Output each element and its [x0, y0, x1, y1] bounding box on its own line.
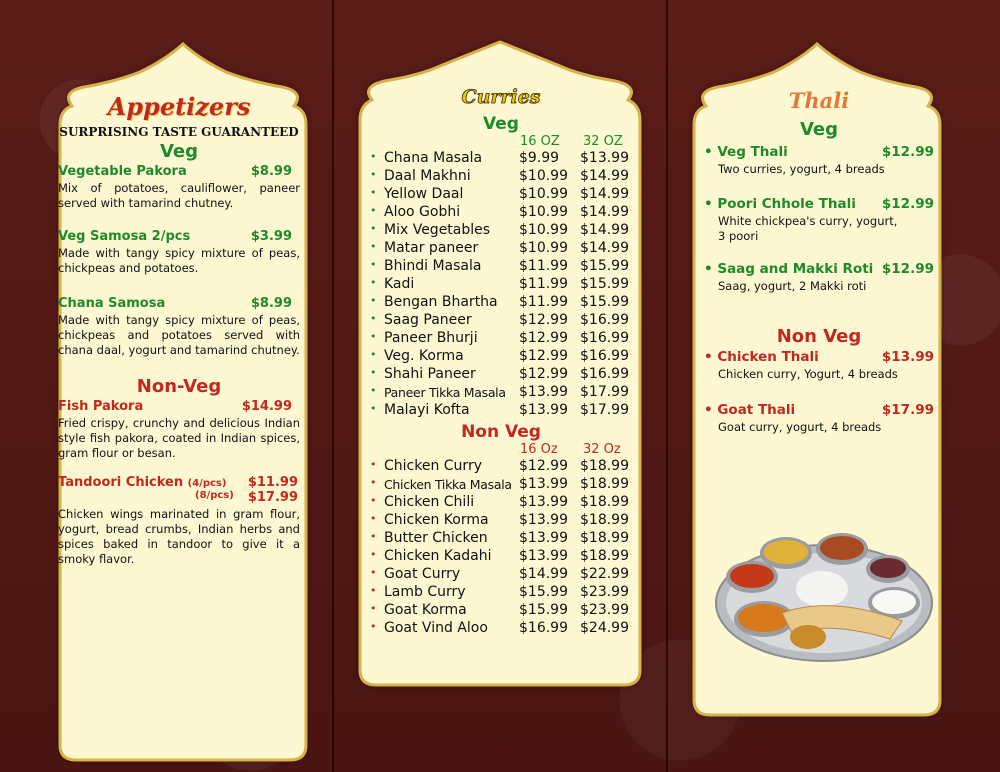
- curry-row: [370, 330, 632, 348]
- curry-name: Paneer Bhurji: [384, 330, 478, 346]
- menu-item: • Saag and Makki Roti $12.99 Saag, yogurt, 2 Makki roti: [704, 261, 934, 293]
- curry-bullet: •: [370, 240, 377, 253]
- curry-row: [370, 602, 632, 620]
- price-16oz: $11.99: [519, 294, 568, 310]
- curry-row: [370, 312, 632, 330]
- size-32oz: 32 Oz: [583, 442, 621, 457]
- appetizers-title: Appetizers: [107, 92, 251, 121]
- price-32oz: $15.99: [580, 276, 629, 292]
- item-name: Saag and Makki Roti: [717, 261, 874, 277]
- price-32oz: $16.99: [580, 330, 629, 346]
- size-header: [370, 442, 632, 458]
- price-16oz: $15.99: [519, 584, 568, 600]
- curry-bullet: •: [370, 366, 377, 379]
- curry-name: Chicken Curry: [384, 458, 482, 474]
- price-16oz: $14.99: [519, 566, 568, 582]
- price-32oz: $15.99: [580, 294, 629, 310]
- nonveg-heading: Non Veg: [461, 422, 541, 442]
- curry-bullet: •: [370, 384, 377, 397]
- curry-bullet: •: [370, 548, 377, 561]
- curry-bullet: •: [370, 168, 377, 181]
- curry-row: [370, 476, 632, 494]
- curry-row: [370, 348, 632, 366]
- item-name: Tandoori Chicken: [58, 475, 184, 490]
- curry-name: Goat Korma: [384, 602, 467, 618]
- veg-curry-list: [370, 150, 632, 420]
- curry-name: Chicken Chili: [384, 494, 475, 510]
- item-name: Poori Chhole Thali: [717, 196, 856, 212]
- size-16oz: 16 Oz: [520, 442, 558, 457]
- price-16oz: $11.99: [519, 276, 568, 292]
- price-16oz: $12.99: [519, 312, 568, 328]
- curry-row: [370, 548, 632, 566]
- price-16oz: $16.99: [519, 620, 568, 636]
- curry-bullet: •: [370, 348, 377, 361]
- curry-name: Chicken Kadahi: [384, 548, 492, 564]
- menu-item: [58, 164, 300, 211]
- curry-row: [370, 584, 632, 602]
- size-32oz: 32 OZ: [583, 134, 623, 149]
- item-qty: (4/pcs): [187, 478, 227, 489]
- price-32oz: $18.99: [580, 530, 629, 546]
- item-name: Vegetable Pakora: [58, 164, 187, 179]
- item-name: Veg Samosa 2/pcs: [58, 229, 191, 244]
- size-header: [370, 134, 632, 150]
- price-32oz: $18.99: [580, 494, 629, 510]
- menu-item: • Chicken Thali $13.99 Chicken curry, Yogurt, 4 breads: [704, 349, 934, 381]
- curry-bullet: •: [370, 330, 377, 343]
- curry-name: Bhindi Masala: [384, 258, 482, 274]
- item-description: Fried crispy, crunchy and delicious Indian style fish pakora, coated in Indian spices, gram flour or besan.: [58, 416, 300, 460]
- curry-name: Goat Curry: [384, 566, 461, 582]
- veg-heading: Veg: [799, 119, 839, 140]
- curry-row: [370, 222, 632, 240]
- veg-heading: Veg: [483, 114, 519, 134]
- price-16oz: $10.99: [519, 204, 568, 220]
- price-32oz: $14.99: [580, 204, 629, 220]
- item-description: Mix of potatoes, cauliflower, paneer served with tamarind chutney.: [58, 181, 300, 210]
- price-16oz: $9.99: [519, 150, 560, 166]
- curry-row: [370, 566, 632, 584]
- price-32oz: $14.99: [580, 168, 629, 184]
- price-32oz: $23.99: [580, 602, 629, 618]
- price-32oz: $17.99: [580, 384, 629, 400]
- item-price: $12.99: [881, 144, 934, 160]
- item-price: $17.99: [881, 402, 934, 418]
- price-16oz: $13.99: [519, 530, 568, 546]
- tagline: SURPRISING TASTE GUARANTEED: [59, 125, 299, 139]
- menu-item: [58, 229, 300, 276]
- item-description: Saag, yogurt, 2 Makki roti: [718, 279, 867, 293]
- curry-row: [370, 168, 632, 186]
- curry-name: Chana Masala: [384, 150, 483, 166]
- item-name: Fish Pakora: [58, 399, 144, 414]
- curry-bullet: •: [370, 476, 377, 489]
- curry-name: Malayi Kofta: [384, 402, 470, 418]
- item-price: $12.99: [881, 261, 934, 277]
- curry-row: [370, 186, 632, 204]
- curry-bullet: •: [370, 276, 377, 289]
- curry-bullet: •: [370, 512, 377, 525]
- curry-name: Saag Paneer: [384, 312, 472, 328]
- curry-row: [370, 276, 632, 294]
- curry-name: Chicken Korma: [384, 512, 489, 528]
- curry-bullet: •: [370, 402, 377, 415]
- item-price: $12.99: [881, 196, 934, 212]
- curry-bullet: •: [370, 186, 377, 199]
- curry-name: Mix Vegetables: [384, 222, 491, 238]
- thali-title: Thali: [788, 88, 850, 113]
- curry-bullet: •: [370, 566, 377, 579]
- nonveg-heading: Non-Veg: [136, 376, 222, 397]
- curry-bullet: •: [370, 602, 377, 615]
- price-32oz: $16.99: [580, 312, 629, 328]
- price-32oz: $16.99: [580, 348, 629, 364]
- price-32oz: $13.99: [580, 150, 629, 166]
- item-name: Veg Thali: [717, 144, 788, 160]
- curry-bullet: •: [370, 204, 377, 217]
- price-32oz: $14.99: [580, 222, 629, 238]
- item-price: $8.99: [250, 296, 292, 311]
- item-name: Goat Thali: [717, 402, 796, 418]
- curry-bullet: •: [370, 530, 377, 543]
- appetizers-panel: [58, 92, 300, 567]
- price-32oz: $22.99: [580, 566, 629, 582]
- curry-row: [370, 530, 632, 548]
- price-16oz: $12.99: [519, 348, 568, 364]
- curry-name: Butter Chicken: [384, 530, 488, 546]
- curry-bullet: •: [370, 222, 377, 235]
- item-description: Chicken curry, Yogurt, 4 breads: [718, 367, 898, 381]
- price-16oz: $13.99: [519, 548, 568, 564]
- curry-row: [370, 240, 632, 258]
- thali-plate-image: [712, 525, 936, 665]
- veg-heading: Veg: [159, 141, 199, 162]
- item-name: Chicken Thali: [717, 349, 819, 365]
- item-description: Made with tangy spicy mixture of peas, chickpeas and potatoes.: [58, 246, 300, 275]
- curry-name: Aloo Gobhi: [384, 204, 461, 220]
- price-32oz: $23.99: [580, 584, 629, 600]
- thali-panel: [704, 88, 934, 435]
- curry-row: [370, 384, 632, 402]
- price-32oz: $16.99: [580, 366, 629, 382]
- curry-bullet: •: [370, 150, 377, 163]
- menu-item: • Goat Thali $17.99 Goat curry, yogurt, 4 breads: [704, 402, 934, 434]
- item-description: Chicken wings marinated in gram flour, yogurt, bread crumbs, Indian herbs and spices baked in tandoor to give it a smoky flavor.: [58, 507, 300, 566]
- curry-row: [370, 150, 632, 168]
- item-description: White chickpea's curry, yogurt, 3 poori: [718, 214, 898, 243]
- price-16oz: $12.99: [519, 458, 568, 474]
- item-description: Goat curry, yogurt, 4 breads: [718, 420, 882, 434]
- price-16oz: $12.99: [519, 366, 568, 382]
- item-price: $3.99: [250, 229, 292, 244]
- price-32oz: $18.99: [580, 548, 629, 564]
- price-16oz: $13.99: [519, 384, 568, 400]
- item-price: $17.99: [247, 490, 298, 505]
- item-price: $8.99: [250, 164, 292, 179]
- nonveg-curry-list: [370, 458, 632, 638]
- item-description: Two curries, yogurt, 4 breads: [718, 162, 885, 176]
- price-16oz: $10.99: [519, 222, 568, 238]
- price-16oz: $13.99: [519, 402, 568, 418]
- price-16oz: $10.99: [519, 240, 568, 256]
- item-price: $11.99: [247, 475, 298, 490]
- price-32oz: $18.99: [580, 458, 629, 474]
- curry-name: Goat Vind Aloo: [384, 620, 488, 636]
- menu-item: • Poori Chhole Thali $12.99 White chickpea's curry, yogurt, 3 poori: [704, 196, 934, 243]
- price-16oz: $11.99: [519, 258, 568, 274]
- price-16oz: $13.99: [519, 494, 568, 510]
- price-32oz: $15.99: [580, 258, 629, 274]
- curry-bullet: •: [370, 494, 377, 507]
- size-16oz: 16 OZ: [520, 134, 560, 149]
- curry-bullet: •: [370, 620, 377, 633]
- item-name: Chana Samosa: [58, 296, 166, 311]
- item-price: $13.99: [881, 349, 934, 365]
- price-16oz: $15.99: [519, 602, 568, 618]
- menu-item: [58, 475, 300, 567]
- curry-row: [370, 294, 632, 312]
- item-qty: (8/pcs): [195, 490, 234, 501]
- curry-bullet: •: [370, 312, 377, 325]
- price-32oz: $17.99: [580, 402, 629, 418]
- curry-name: Bengan Bhartha: [384, 294, 498, 310]
- curry-name: Lamb Curry: [384, 584, 466, 600]
- item-description: Made with tangy spicy mixture of peas, chickpeas and potatoes served with chana daal, yogurt and tamarind chutney.: [58, 313, 300, 357]
- price-16oz: $12.99: [519, 330, 568, 346]
- price-32oz: $14.99: [580, 186, 629, 202]
- menu-item: • Veg Thali $12.99 Two curries, yogurt, 4 breads: [704, 144, 934, 176]
- menu-item: [58, 399, 300, 461]
- curry-name: Chicken Tikka Masala: [384, 477, 512, 492]
- curry-row: [370, 458, 632, 476]
- curry-name: Veg. Korma: [384, 348, 464, 364]
- curry-name: Shahi Paneer: [384, 366, 476, 382]
- curry-bullet: •: [370, 294, 377, 307]
- price-16oz: $13.99: [519, 476, 568, 492]
- price-16oz: $10.99: [519, 186, 568, 202]
- price-32oz: $14.99: [580, 240, 629, 256]
- curry-row: [370, 402, 632, 420]
- price-32oz: $24.99: [580, 620, 629, 636]
- price-16oz: $10.99: [519, 168, 568, 184]
- curry-name: Daal Makhni: [384, 168, 471, 184]
- curry-name: Paneer Tikka Masala: [384, 385, 506, 400]
- curry-row: [370, 366, 632, 384]
- curry-row: [370, 204, 632, 222]
- price-32oz: $18.99: [580, 476, 629, 492]
- menu-item: [58, 296, 300, 358]
- curry-row: [370, 512, 632, 530]
- curries-title: Curries: [461, 86, 541, 108]
- curry-bullet: •: [370, 458, 377, 471]
- curry-name: Matar paneer: [384, 240, 479, 256]
- curry-bullet: •: [370, 258, 377, 271]
- curry-name: Yellow Daal: [384, 186, 464, 202]
- item-price: $14.99: [241, 399, 292, 414]
- price-16oz: $13.99: [519, 512, 568, 528]
- curry-row: [370, 258, 632, 276]
- nonveg-heading: Non Veg: [776, 326, 862, 347]
- curries-panel: [370, 86, 632, 638]
- curry-row: [370, 494, 632, 512]
- curry-row: [370, 620, 632, 638]
- curry-name: Kadi: [384, 276, 415, 292]
- price-32oz: $18.99: [580, 512, 629, 528]
- curry-bullet: •: [370, 584, 377, 597]
